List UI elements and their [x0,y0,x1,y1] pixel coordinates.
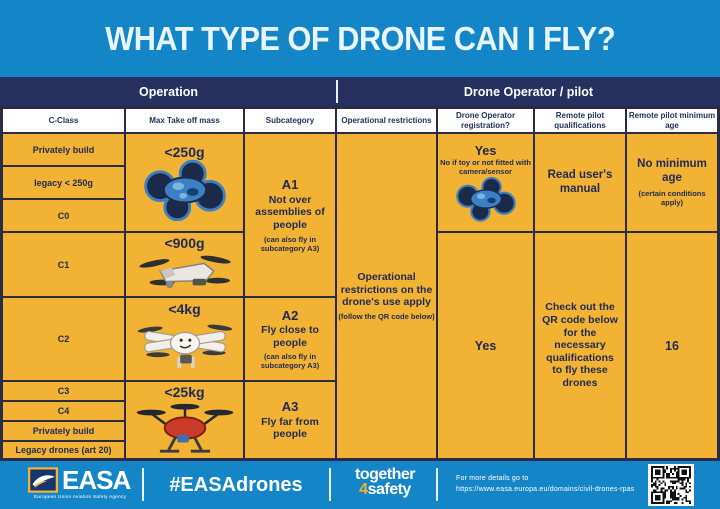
age-rest-cell [626,232,718,459]
mass-cell-4kg [125,297,244,381]
together4safety-logo [336,467,434,497]
cclass-legacy-drones-art20: Legacy drones (art 20) [2,441,125,459]
operational-restrictions-text: Operational restrictions on the drone's use apply [340,271,433,309]
age-row1-cell [626,133,718,232]
header-operational-restrictions: Operational restrictions [336,108,437,133]
easa-wordmark: EASA [62,465,131,495]
title-bar [0,0,720,77]
mass-25kg-label: <25kg [164,384,205,400]
age-row1-text: No minimum age [637,158,707,184]
easa-logo [28,467,130,493]
age-row1-note: (certain conditions apply) [638,188,706,207]
operational-restrictions-note: (follow the QR code below) [338,311,435,321]
subcategory-a3-cell [244,381,336,459]
footer-divider-3 [436,468,438,501]
header-subcategory: Subcategory [244,108,336,133]
subcategory-a2-text: Fly close to people [261,324,319,349]
qr-code-canvas [651,466,691,504]
subcategory-a2-code: A2 [281,307,299,323]
mass-4kg-label: <4kg [168,301,201,317]
qualifications-rest-cell [534,232,626,459]
subcategory-a1-note: (can also fly in subcategory A3) [260,234,320,253]
header-c-class: C-Class [2,108,125,133]
header-pilot-qualifications: Remote pilot qualifications [534,108,626,133]
cclass-c4: C4 [2,401,125,421]
registration-note: No if toy or not fitted with camera/sensor [440,157,531,176]
phantom-drone-icon [135,316,235,376]
easadrones-hashtag: #EASAdrones [169,473,303,496]
mass-250g-label: <250g [164,143,205,160]
foursafety-4: 4 [359,481,368,499]
registration-rest-cell [437,232,534,459]
hexacopter-drone-icon [135,399,235,455]
mass-cell-900g [125,232,244,297]
foursafety-text: safety [367,481,411,499]
cclass-c3: C3 [2,381,125,401]
subcategory-a3-code: A3 [281,399,299,415]
qualifications-row1-cell [534,133,626,232]
drone-table [0,106,720,461]
subcategory-a1-text: Not over assemblies of people [255,193,325,231]
cclass-privately-build-1: Privately build [2,133,125,166]
subcategory-a1-cell [244,133,336,297]
operational-restrictions-cell [336,133,437,459]
qualifications-rest-text: Check out the QR code below for the necessary qualifications to fly these drones [542,301,618,389]
subcategory-a3-text: Fly far from people [261,415,319,441]
footer-details [456,474,634,495]
header-operator-registration: Drone Operator registration? [437,108,534,133]
subcategory-a1-code: A1 [281,177,299,193]
section-band [0,77,720,106]
easa-bird-icon [28,467,58,493]
cclass-privately-build-2: Privately build [2,421,125,441]
cclass-c1: C1 [2,232,125,297]
mass-900g-label: <900g [164,234,205,251]
subcategory-a2-cell [244,297,336,381]
header-max-takeoff-mass: Max Take off mass [125,108,244,133]
mass-cell-25kg [125,381,244,459]
qualifications-row1-text: Read user's manual [547,168,613,195]
footer-bar [0,461,720,509]
footer-divider-2 [329,468,331,501]
qr-code [648,464,694,506]
together-line: together [355,466,415,483]
details-url: https://www.easa.europa.eu/domains/civil-drones-rpas [456,485,635,493]
foursafety-line [336,482,434,497]
registration-row1-cell [437,133,534,232]
easa-tagline: European Union Aviation Safety Agency [34,495,127,500]
cclass-c0: C0 [2,199,125,232]
mass-cell-250g [125,133,244,232]
header-pilot-minimum-age: Remote pilot minimum age [626,108,718,133]
details-intro: For more details go to [456,475,529,482]
folding-drone-icon [137,250,233,294]
registration-yes-label: Yes [474,143,497,158]
cclass-c2: C2 [2,297,125,381]
cclass-legacy-250g: legacy < 250g [2,166,125,199]
subcategory-a2-note: (can also fly in subcategory A3) [260,352,320,371]
toy-drone-icon [137,159,233,221]
page-title: WHAT TYPE OF DRONE CAN I FLY? [105,19,615,57]
toy-drone-icon [451,176,521,222]
age-rest-value: 16 [665,338,679,353]
section-operation: Operation [138,84,199,99]
section-operator-pilot: Drone Operator / pilot [463,84,594,99]
registration-yes-rest-label: Yes [474,338,497,353]
section-divider [336,80,338,103]
